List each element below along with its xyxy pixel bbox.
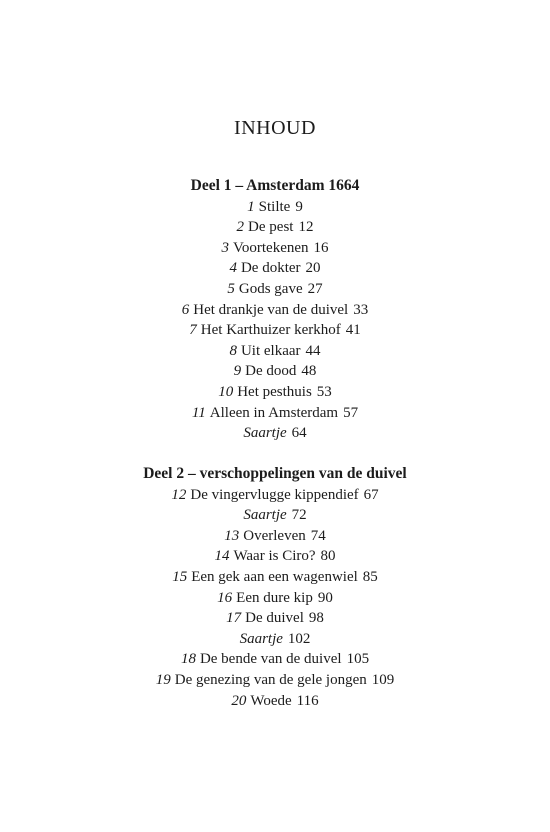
toc-entry	[0, 546, 550, 567]
page-number: 116	[296, 692, 319, 709]
chapter-title: De dood	[245, 363, 297, 380]
chapter-title: De duivel	[245, 610, 304, 627]
chapter-number: 5	[227, 280, 235, 297]
page-number: 67	[363, 486, 379, 503]
chapter-title: De dokter	[240, 260, 301, 277]
chapter-number: 11	[191, 404, 206, 421]
chapter-title: Een gek aan een wagenwiel	[191, 568, 358, 585]
toc-entry	[0, 300, 550, 321]
toc-entry	[0, 217, 550, 238]
page-number: 48	[301, 363, 317, 380]
page-number: 20	[305, 260, 321, 277]
chapter-title: Saartje	[243, 425, 287, 442]
page-title: INHOUD	[234, 117, 316, 139]
part-heading: Deel 1 – Amsterdam 1664	[190, 177, 360, 194]
chapter-number: 3	[221, 239, 229, 256]
chapter-title: De bende van de duivel	[199, 651, 342, 668]
chapter-number: 10	[218, 383, 234, 400]
chapter-number: 14	[214, 548, 230, 565]
toc-entry	[0, 382, 550, 403]
toc-entry	[0, 505, 550, 526]
toc-entry	[0, 588, 550, 609]
page-number: 9	[295, 198, 303, 215]
toc-entry	[0, 485, 550, 506]
chapter-title: Het pesthuis	[237, 383, 312, 400]
chapter-number: 2	[236, 219, 245, 236]
toc-entry	[0, 320, 550, 341]
chapter-number: 16	[217, 589, 233, 606]
chapter-title: Saartje	[243, 507, 287, 524]
chapter-number: 17	[226, 610, 242, 627]
part-2	[0, 464, 550, 711]
chapter-title: Stilte	[258, 198, 291, 215]
page-number: 80	[320, 548, 336, 565]
chapter-title: Het drankje van de duivel	[193, 301, 349, 318]
chapter-title: De vingervlugge kippendief	[190, 486, 359, 503]
page-number: 16	[313, 239, 329, 256]
part-1	[0, 176, 550, 444]
page-number: 57	[343, 404, 359, 421]
chapter-title: Het Karthuizer kerkhof	[200, 322, 341, 339]
chapter-title: De pest	[248, 219, 294, 236]
page-number: 33	[353, 301, 369, 318]
toc-entry	[0, 423, 550, 444]
page-number: 98	[308, 610, 324, 627]
toc-entry	[0, 526, 550, 547]
chapter-title: Overleven	[243, 527, 306, 544]
chapter-title: Gods gave	[238, 280, 303, 297]
chapter-title: Saartje	[239, 630, 283, 647]
page-number: 64	[291, 425, 307, 442]
chapter-number: 6	[181, 301, 190, 318]
chapter-title: Woede	[250, 692, 292, 709]
chapter-number: 18	[180, 651, 196, 668]
toc-entry	[0, 279, 550, 300]
part-heading: Deel 2 – verschoppelingen van de duivel	[143, 465, 407, 482]
page-number: 102	[287, 630, 311, 647]
chapter-title: Alleen in Amsterdam	[209, 404, 339, 421]
page-number: 27	[307, 280, 323, 297]
chapter-title: Uit elkaar	[240, 342, 301, 359]
page-number: 85	[362, 568, 378, 585]
toc-entry	[0, 629, 550, 650]
chapter-number: 15	[172, 568, 188, 585]
toc-entry	[0, 691, 550, 712]
toc-entry	[0, 258, 550, 279]
page-number: 105	[346, 651, 370, 668]
page-number: 53	[316, 383, 332, 400]
toc-entry	[0, 341, 550, 362]
chapter-number: 20	[231, 692, 247, 709]
toc-entry	[0, 238, 550, 259]
chapter-title: De genezing van de gele jongen	[174, 671, 367, 688]
toc-entry	[0, 670, 550, 691]
part-2-entries	[0, 485, 550, 712]
chapter-title: Een dure kip	[236, 589, 313, 606]
toc-entry	[0, 649, 550, 670]
chapter-number: 13	[224, 527, 240, 544]
toc-entry	[0, 403, 550, 424]
chapter-number: 4	[229, 260, 237, 277]
toc-entry	[0, 567, 550, 588]
page-number: 90	[317, 589, 333, 606]
page-number: 72	[291, 507, 307, 524]
toc-entry	[0, 197, 550, 218]
page-number: 12	[298, 219, 314, 236]
chapter-number: 9	[233, 363, 242, 380]
page-number: 109	[371, 671, 395, 688]
part-1-entries	[0, 197, 550, 444]
page-number: 41	[345, 322, 361, 339]
chapter-number: 12	[171, 486, 187, 503]
chapter-number: 19	[155, 671, 171, 688]
chapter-number: 1	[247, 198, 255, 215]
chapter-number: 7	[189, 322, 197, 339]
page-number: 44	[305, 342, 321, 359]
page-number: 74	[310, 527, 326, 544]
chapter-title: Voortekenen	[232, 239, 309, 256]
toc-entry	[0, 361, 550, 382]
toc-entry	[0, 608, 550, 629]
chapter-title: Waar is Ciro?	[233, 548, 316, 565]
chapter-number: 8	[229, 342, 237, 359]
